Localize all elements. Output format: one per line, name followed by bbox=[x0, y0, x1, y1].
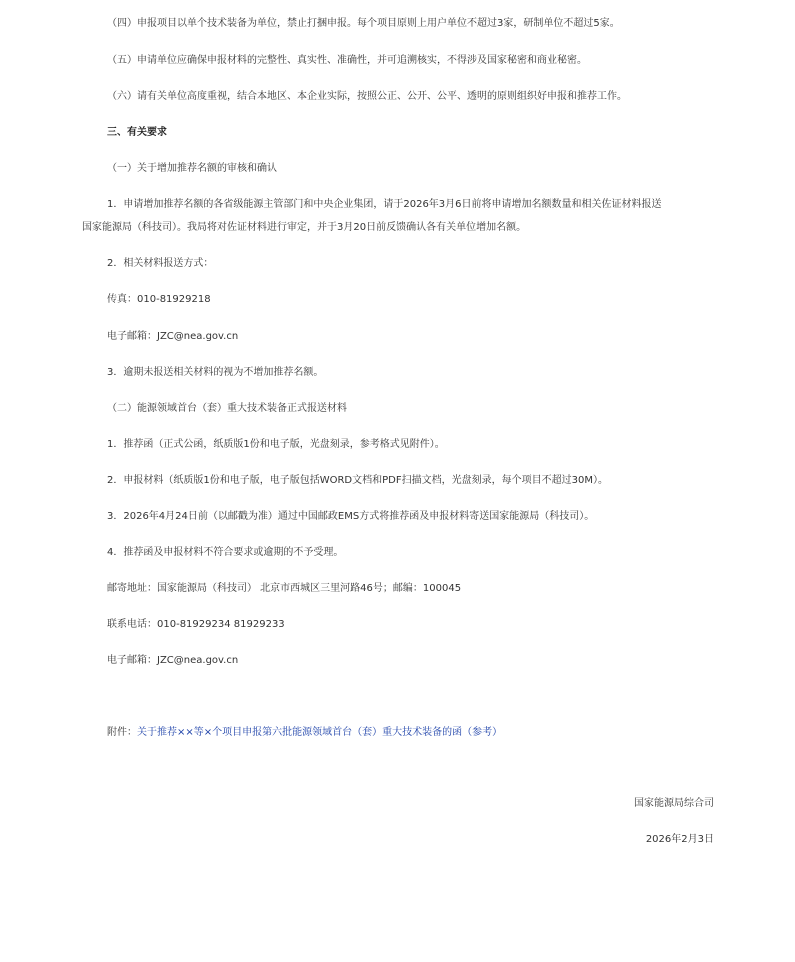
quota-item-1-line-2: 国家能源局（科技司）。我局将对佐证材料进行审定，并于3月20日前反馈确认各有关单位增加名额。 bbox=[82, 222, 527, 233]
fax-number: 传真：010-81929218 bbox=[107, 294, 211, 305]
signature-organization: 国家能源局综合司 bbox=[634, 798, 714, 809]
paragraph-item-4: （四）申报项目以单个技术装备为单位，禁止打捆申报。每个项目原则上用户单位不超过3家，研制单位不超过5家。 bbox=[107, 18, 620, 29]
contact-phone: 联系电话：010-81929234 81929233 bbox=[107, 619, 285, 630]
email-address-2: 电子邮箱：JZC@nea.gov.cn bbox=[107, 655, 239, 666]
attachment-label: 附件： bbox=[107, 727, 137, 738]
attachment-line bbox=[107, 726, 502, 739]
materials-item-4: 4．推荐函及申报材料不符合要求或逾期的不予受理。 bbox=[107, 547, 344, 558]
quota-item-1-line-1: 1．申请增加推荐名额的各省级能源主管部门和中央企业集团，请于2026年3月6日前将申请增加名额数量和相关佐证材料报送 bbox=[107, 199, 662, 210]
materials-item-1: 1．推荐函（正式公函，纸质版1份和电子版，光盘刻录，参考格式见附件）。 bbox=[107, 439, 445, 450]
quota-item-3: 3．逾期未报送相关材料的视为不增加推荐名额。 bbox=[107, 367, 324, 378]
quota-item-2: 2．相关材料报送方式： bbox=[107, 258, 214, 269]
subsection-heading-quota-review: （一）关于增加推荐名额的审核和确认 bbox=[107, 163, 277, 174]
paragraph-item-5: （五）申请单位应确保申报材料的完整性、真实性、准确性，并可追溯核实，不得涉及国家秘密和商业秘密。 bbox=[107, 55, 587, 66]
signature-date: 2026年2月3日 bbox=[645, 834, 714, 845]
attachment-link[interactable]: 关于推荐××等×个项目申报第六批能源领域首台（套）重大技术装备的函（参考） bbox=[137, 727, 503, 738]
section-heading-requirements: 三、有关要求 bbox=[107, 127, 167, 138]
email-address-1: 电子邮箱：JZC@nea.gov.cn bbox=[107, 331, 239, 342]
materials-item-2: 2．申报材料（纸质版1份和电子版，电子版包括WORD文档和PDF扫描文档，光盘刻录，每个项目不超过30M）。 bbox=[107, 475, 608, 486]
materials-item-3: 3．2026年4月24日前（以邮戳为准）通过中国邮政EMS方式将推荐函及申报材料寄送国家能源局（科技司）。 bbox=[107, 511, 595, 522]
paragraph-item-6: （六）请有关单位高度重视，结合本地区、本企业实际，按照公正、公开、公平、透明的原则组织好申报和推荐工作。 bbox=[107, 91, 627, 102]
mailing-address: 邮寄地址：国家能源局（科技司） 北京市西城区三里河路46号；邮编：100045 bbox=[107, 583, 462, 594]
subsection-heading-formal-materials: （二）能源领域首台（套）重大技术装备正式报送材料 bbox=[107, 403, 347, 414]
